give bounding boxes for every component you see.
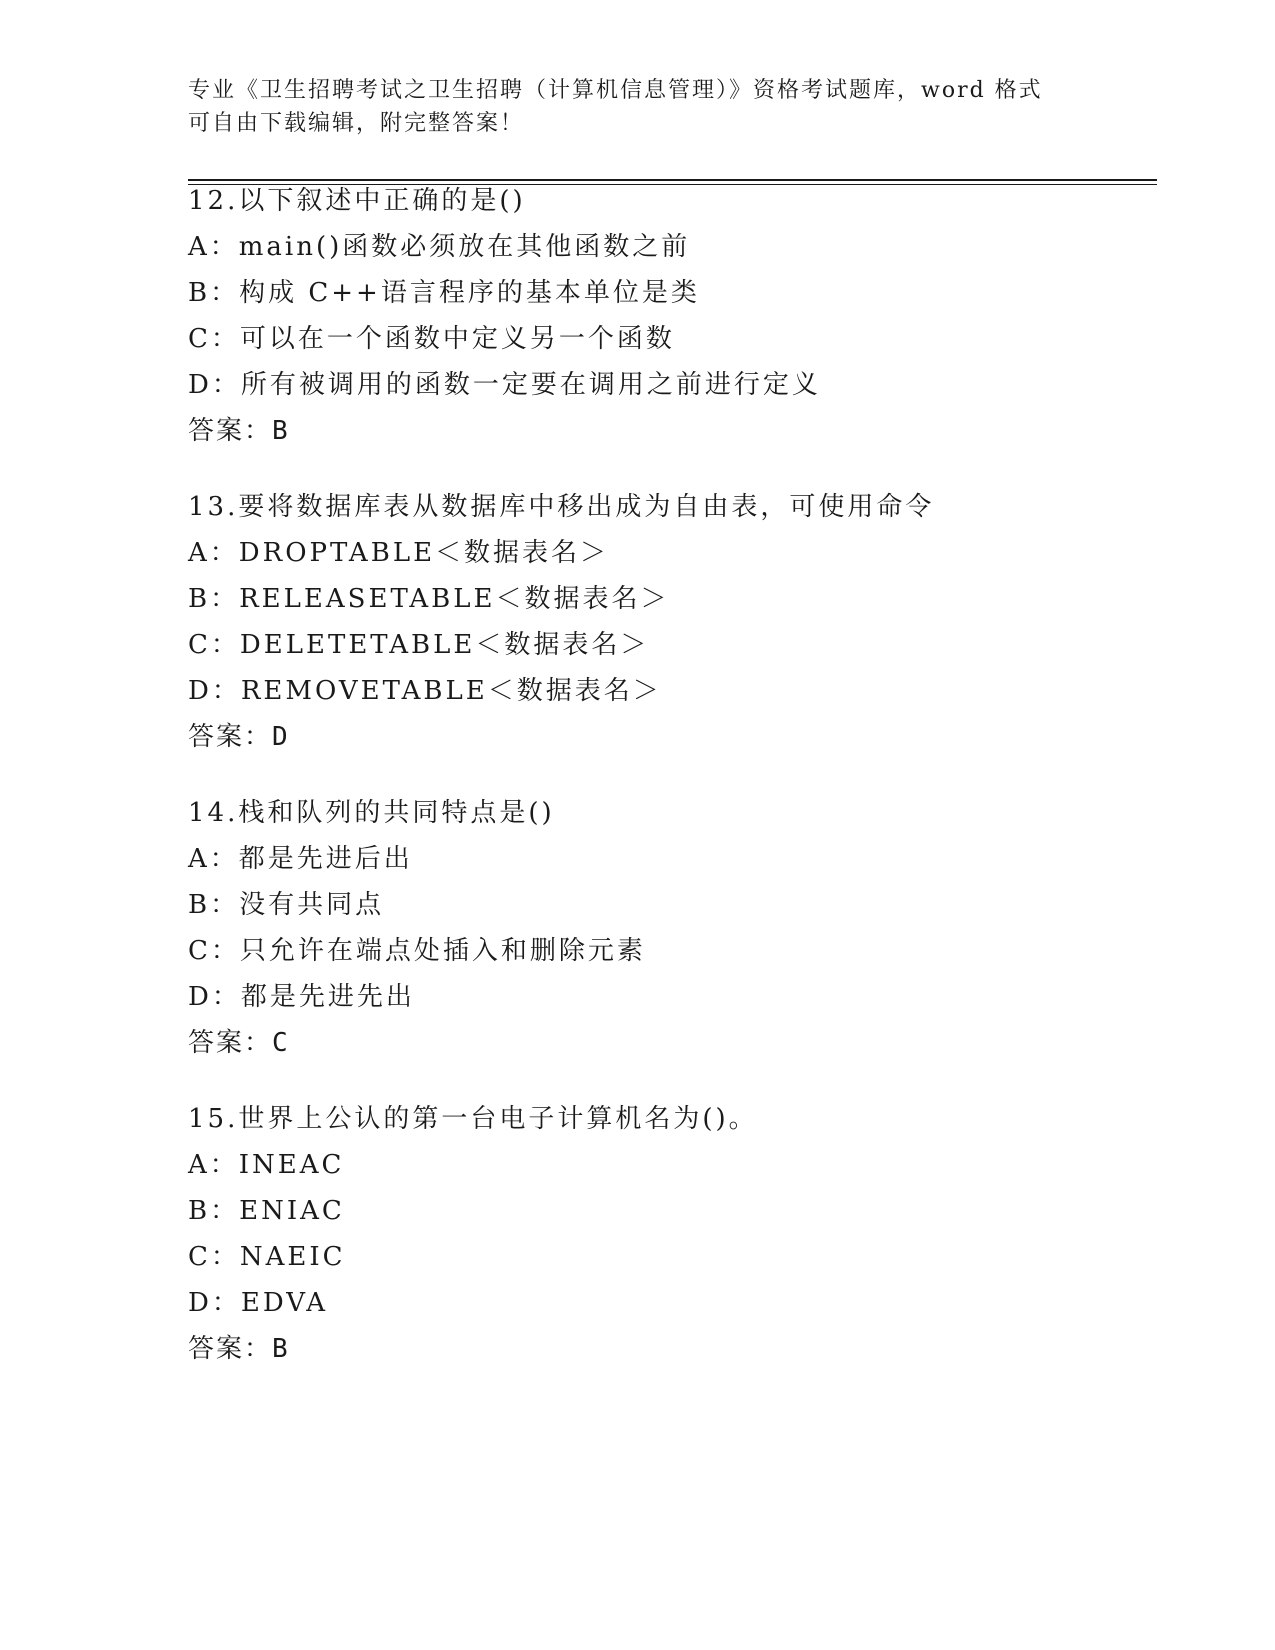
option-letter: B： — [188, 278, 240, 308]
option-text: INEAC — [238, 1150, 345, 1180]
option-letter: B： — [188, 1196, 240, 1226]
option-b — [188, 270, 1148, 316]
option-letter: D： — [188, 1288, 241, 1318]
option-text: 没有共同点 — [239, 890, 385, 920]
option-letter: C： — [188, 1242, 240, 1272]
option-text: EDVA — [240, 1288, 329, 1318]
option-b — [188, 576, 1148, 622]
option-letter: B： — [188, 584, 240, 614]
option-text: NAEIC — [239, 1242, 346, 1272]
document-header — [188, 74, 1088, 140]
option-text: 构成 C++语言程序的基本单位是类 — [239, 278, 700, 308]
answer-value: D — [272, 722, 288, 752]
answer-label: 答案： — [188, 722, 273, 752]
header-line-1: 专业《卫生招聘考试之卫生招聘（计算机信息管理）》资格考试题库，word 格式 — [188, 78, 1043, 103]
answer-value: B — [272, 1334, 288, 1364]
question-14 — [188, 790, 1148, 1066]
answer — [188, 1326, 1148, 1372]
question-stem: 15.世界上公认的第一台电子计算机名为()。 — [188, 1104, 758, 1134]
option-text: 所有被调用的函数一定要在调用之前进行定义 — [240, 370, 821, 400]
option-letter: A： — [188, 1150, 239, 1180]
option-text: RELEASETABLE＜数据表名＞ — [239, 584, 670, 614]
option-text: REMOVETABLE＜数据表名＞ — [240, 676, 662, 706]
option-a — [188, 1142, 1148, 1188]
option-text: ENIAC — [239, 1196, 345, 1226]
option-text: 可以在一个函数中定义另一个函数 — [239, 324, 675, 354]
answer-label: 答案： — [188, 1028, 273, 1058]
option-d — [188, 668, 1148, 714]
option-letter: A： — [188, 538, 239, 568]
option-letter: D： — [188, 676, 241, 706]
option-c — [188, 1234, 1148, 1280]
question-12 — [188, 178, 1148, 454]
question-13 — [188, 484, 1148, 760]
option-letter: B： — [188, 890, 240, 920]
answer-label: 答案： — [188, 416, 273, 446]
option-a — [188, 224, 1148, 270]
option-letter: D： — [188, 982, 241, 1012]
option-d — [188, 974, 1148, 1020]
option-b — [188, 1188, 1148, 1234]
answer-label: 答案： — [188, 1334, 273, 1364]
option-text: DROPTABLE＜数据表名＞ — [238, 538, 610, 568]
answer — [188, 408, 1148, 454]
option-letter: C： — [188, 936, 240, 966]
option-d — [188, 362, 1148, 408]
option-a — [188, 836, 1148, 882]
question-stem: 12.以下叙述中正确的是() — [188, 186, 526, 216]
answer-value: C — [272, 1028, 288, 1058]
option-text: DELETETABLE＜数据表名＞ — [239, 630, 650, 660]
question-stem: 13.要将数据库表从数据库中移出成为自由表，可使用命令 — [188, 492, 935, 522]
option-letter: C： — [188, 324, 240, 354]
option-c — [188, 622, 1148, 668]
option-letter: A： — [188, 232, 239, 262]
question-stem: 14.栈和队列的共同特点是() — [188, 798, 555, 828]
option-c — [188, 928, 1148, 974]
option-letter: D： — [188, 370, 241, 400]
question-15 — [188, 1096, 1148, 1372]
option-letter: C： — [188, 630, 240, 660]
header-line-2: 可自由下载编辑，附完整答案！ — [188, 111, 525, 136]
answer — [188, 714, 1148, 760]
answer-value: B — [272, 416, 288, 446]
option-text: 都是先进后出 — [238, 844, 413, 874]
option-text: 只允许在端点处插入和删除元素 — [239, 936, 646, 966]
option-d — [188, 1280, 1148, 1326]
option-a — [188, 530, 1148, 576]
option-text: main()函数必须放在其他函数之前 — [238, 232, 691, 262]
option-c — [188, 316, 1148, 362]
option-b — [188, 882, 1148, 928]
answer — [188, 1020, 1148, 1066]
option-text: 都是先进先出 — [240, 982, 415, 1012]
option-letter: A： — [188, 844, 239, 874]
